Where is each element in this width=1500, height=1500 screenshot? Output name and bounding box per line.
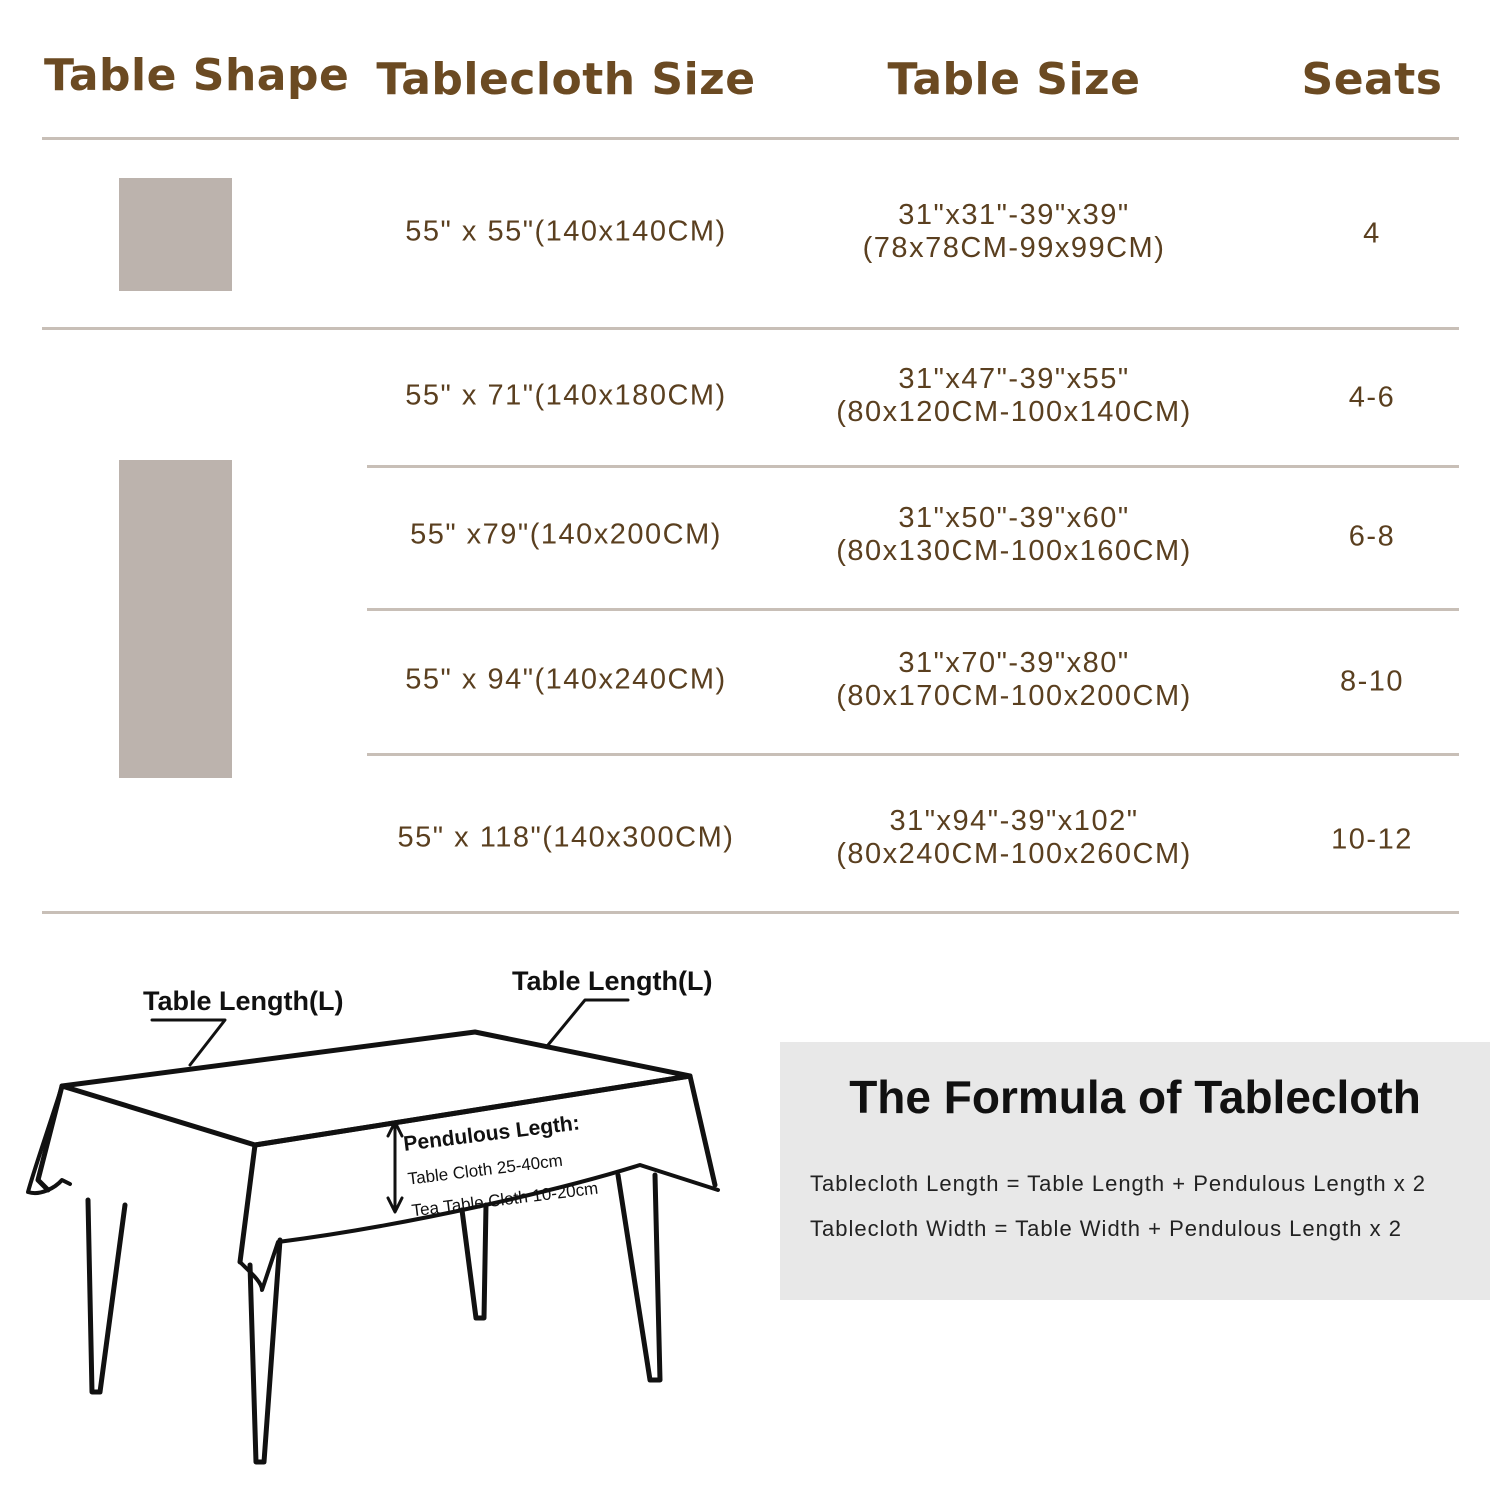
pendulous-line2: Tea Table Cloth 10-20cm [410,1178,600,1221]
tablecloth-size-cell: 55" x 118"(140x300CM) [397,821,735,854]
tablecloth-size-cell: 55" x 94"(140x240CM) [405,663,727,696]
pendulous-title: Pendulous Legth: [402,1111,581,1156]
table-size-cell [836,647,1192,713]
divider-row [367,753,1459,756]
seats-cell: 10-12 [1331,823,1413,856]
tablecloth-size-cell: 55" x 55"(140x140CM) [405,215,727,248]
header-table-shape: Table Shape [44,50,350,101]
seats-cell: 4 [1363,217,1381,250]
tablecloth-size-cell: 55" x79"(140x200CM) [410,518,722,551]
divider-row [367,465,1459,468]
header-tablecloth-size: Tablecloth Size [376,54,756,105]
table-size-inch: 31"x70"-39"x80" [898,647,1130,679]
table-size-cell [863,199,1166,265]
seats-cell: 6-8 [1348,520,1396,553]
divider-square-group [42,327,1459,330]
formula-title: The Formula of Tablecloth [849,1071,1421,1123]
formula-width: Tablecloth Width = Table Width + Pendulous Length x 2 [810,1216,1402,1241]
table-size-cell [836,805,1192,871]
table-size-cell [836,502,1192,568]
table-size-cm: (80x120CM-100x140CM) [836,396,1192,428]
table-size-inch: 31"x31"-39"x39" [898,199,1130,231]
table-size-inch: 31"x47"-39"x55" [898,363,1130,395]
table-length-label-left: Table Length(L) [143,986,344,1016]
seats-cell: 8-10 [1339,665,1405,698]
table-size-cm: (80x170CM-100x200CM) [836,680,1192,712]
header-table-size: Table Size [887,54,1141,105]
seats-cell: 4-6 [1348,381,1396,414]
table-length-label-right: Table Length(L) [512,966,713,996]
table-size-inch: 31"x50"-39"x60" [898,502,1130,534]
tablecloth-diagram [0,960,780,1500]
tablecloth-size-cell: 55" x 71"(140x180CM) [405,379,727,412]
divider-header [42,137,1459,140]
header-seats: Seats [1301,54,1443,105]
divider-row [367,608,1459,611]
divider-bottom [42,911,1459,914]
table-size-inch: 31"x94"-39"x102" [889,805,1139,837]
table-size-cm: (78x78CM-99x99CM) [862,232,1166,264]
formula-panel [780,1042,1490,1300]
table-size-cm: (80x130CM-100x160CM) [836,535,1192,567]
table-size-cell [836,363,1192,429]
formula-length: Tablecloth Length = Table Length + Pendulous Length x 2 [810,1171,1427,1196]
square-shape-icon [119,178,232,291]
rectangle-shape-icon [119,460,232,778]
table-size-cm: (80x240CM-100x260CM) [836,838,1192,870]
pendulous-line1: Table Cloth 25-40cm [406,1150,564,1189]
